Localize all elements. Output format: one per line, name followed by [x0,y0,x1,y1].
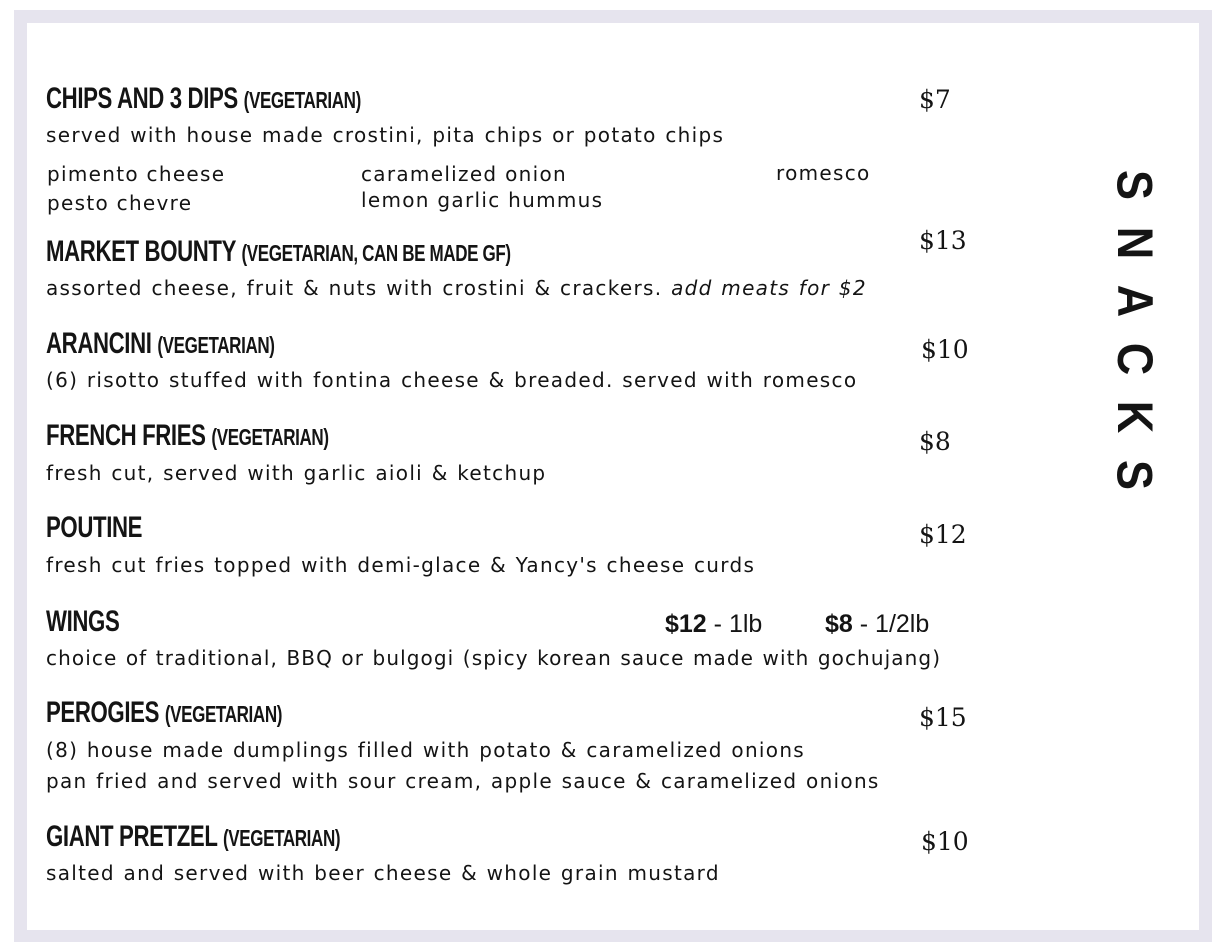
item-description: (6) risotto stuffed with fontina cheese & breaded. served with romesco [46,368,858,392]
item-price: $10 [921,827,969,856]
price-unit: - 1/2lb [859,610,930,638]
item-description: salted and served with beer cheese & whole grain mustard [46,861,720,885]
price-value: $12 [665,610,707,638]
item-description: (8) house made dumplings filled with potato & caramelized onions [46,738,806,762]
item-name: FRENCH FRIES [46,419,206,452]
item-title-arancini [46,329,275,359]
item-addon: add meats for $2 [671,276,867,300]
section-label-letter: S [1106,459,1163,491]
item-title-giant-pretzel [46,822,340,852]
dip-option: pesto chevre [47,191,193,215]
item-price: $15 [919,703,967,732]
item-note: (VEGETARIAN, CAN BE MADE GF) [241,240,511,266]
item-description-text: assorted cheese, fruit & nuts with crostini & crackers. [46,276,663,300]
section-label-letter: N [1106,226,1163,260]
item-name: GIANT PRETZEL [46,820,218,853]
item-price: $8 [919,427,951,456]
item-price: $7 [919,85,951,114]
section-label-snacks [1096,160,1174,500]
item-name: WINGS [46,605,120,638]
item-name: CHIPS AND 3 DIPS [46,82,238,115]
item-price: $12 [919,520,967,549]
price-unit: - 1lb [713,610,763,638]
item-title-market-bounty [46,237,511,267]
dip-option: lemon garlic hummus [361,188,604,212]
wings-price-1lb [665,612,762,637]
item-note: (VEGETARIAN) [164,701,283,727]
item-description: served with house made crostini, pita chips or potato chips [46,123,725,147]
item-title-chips-and-dips [46,84,361,114]
section-label-letter: A [1106,284,1163,318]
section-label-letter: K [1106,400,1163,434]
item-description: choice of traditional, BBQ or bulgogi (spicy korean sauce made with gochujang) [46,646,942,670]
item-price: $13 [919,226,967,255]
item-title-french-fries [46,421,329,451]
item-description-line-2: pan fried and served with sour cream, apple sauce & caramelized onions [46,769,880,793]
item-name: POUTINE [46,511,143,544]
item-name: ARANCINI [46,327,152,360]
item-note: (VEGETARIAN) [157,332,275,358]
item-note: (VEGETARIAN) [211,424,329,450]
item-title-poutine [46,513,142,543]
dip-option: caramelized onion [361,162,567,186]
item-description: fresh cut fries topped with demi-glace & Yancy's cheese curds [46,553,756,577]
wings-price-half-lb [825,612,929,637]
price-value: $8 [825,610,853,638]
item-name: PEROGIES [46,696,160,729]
section-label-letter: S [1106,169,1163,201]
item-description [46,278,867,298]
item-title-wings [46,607,119,637]
item-price: $10 [921,335,969,364]
dip-option: pimento cheese [47,162,226,186]
item-note: (VEGETARIAN) [222,825,341,851]
dip-option: romesco [776,161,871,185]
item-description: fresh cut, served with garlic aioli & ketchup [46,461,547,485]
item-title-perogies [46,698,282,728]
item-note: (VEGETARIAN) [243,87,361,113]
item-name: MARKET BOUNTY [46,235,236,268]
section-label-letter: C [1106,342,1163,376]
